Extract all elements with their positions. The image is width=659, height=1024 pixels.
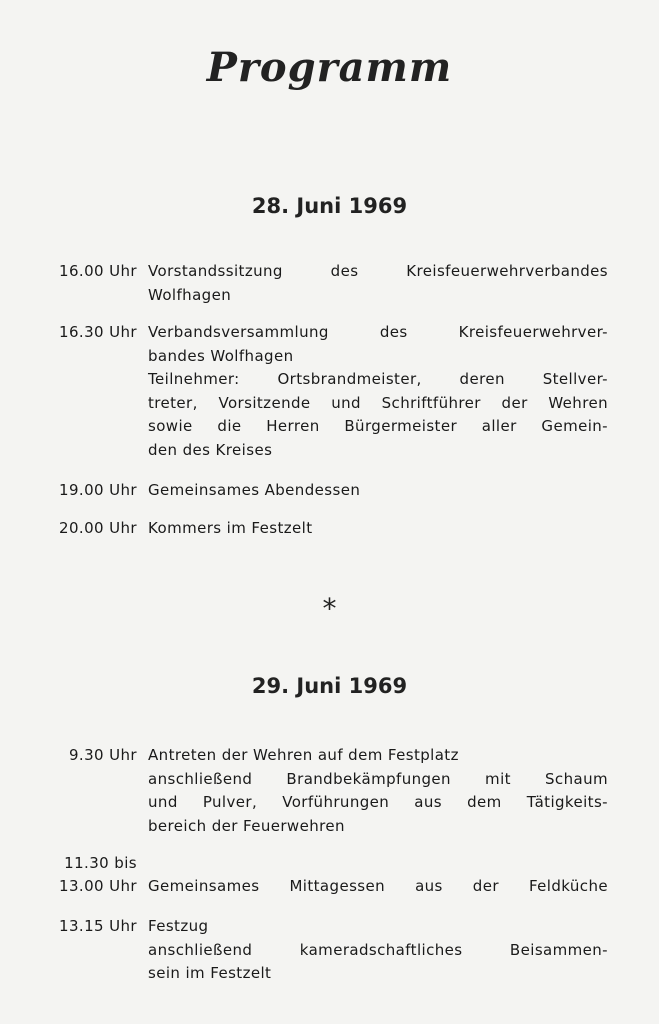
entry-time: 11.30 bis bbox=[64, 854, 137, 872]
entry-line: bereich der Feuerwehren bbox=[148, 816, 345, 835]
entry-description bbox=[148, 321, 608, 462]
entry-line: sowie die Herren Bürgermeister aller Gemein- bbox=[148, 417, 608, 435]
entry-time: 19.00 Uhr bbox=[59, 481, 137, 499]
entry-line: Wolfhagen bbox=[148, 285, 232, 304]
entry-description bbox=[148, 479, 608, 503]
entry-description bbox=[148, 744, 608, 838]
entry-line: und Pulver, Vorführungen aus dem Tätigkeits- bbox=[148, 793, 608, 811]
entry-line: anschließend Brandbekämpfungen mit Schaum bbox=[148, 769, 608, 788]
entry-line: Vorstandssitzung des Kreisfeuerwehrverbandes bbox=[148, 262, 608, 280]
entry-time: 13.15 Uhr bbox=[59, 917, 137, 935]
entry-description bbox=[148, 915, 608, 986]
entry-description bbox=[148, 517, 608, 541]
entry-line: Gemeinsames Mittagessen aus der Feldküche bbox=[148, 877, 608, 895]
day-heading-1: 28. Juni 1969 bbox=[251, 194, 408, 218]
entry-line: Verbandsversammlung des Kreisfeuerwehrver- bbox=[148, 323, 608, 341]
separator-asterisk: * bbox=[322, 592, 337, 625]
entry-line: Gemeinsames Abendessen bbox=[148, 481, 361, 499]
entry-description bbox=[148, 260, 608, 307]
entry-time: 13.00 Uhr bbox=[59, 877, 137, 895]
entry-line: Antreten der Wehren auf dem Festplatz bbox=[148, 746, 459, 764]
entry-time: 20.00 Uhr bbox=[59, 519, 137, 537]
entry-line: treter, Vorsitzende und Schriftführer der Wehren bbox=[148, 393, 608, 412]
entry-line: den des Kreises bbox=[148, 440, 273, 459]
entry-description bbox=[148, 875, 608, 899]
entry-time: 16.00 Uhr bbox=[59, 262, 137, 280]
entry-line: Kommers im Festzelt bbox=[148, 519, 313, 537]
entry-line: Festzug bbox=[148, 917, 209, 935]
entry-line: bandes Wolfhagen bbox=[148, 346, 294, 365]
entry-line: Teilnehmer: Ortsbrandmeister, deren Stellver- bbox=[148, 370, 608, 388]
entry-line: sein im Festzelt bbox=[148, 964, 272, 982]
page-title: Programm bbox=[206, 44, 453, 91]
entry-time: 16.30 Uhr bbox=[59, 323, 137, 341]
entry-line: anschließend kameradschaftliches Beisammen- bbox=[148, 940, 608, 959]
entry-time: 9.30 Uhr bbox=[68, 746, 137, 764]
day-heading-2: 29. Juni 1969 bbox=[251, 674, 408, 698]
